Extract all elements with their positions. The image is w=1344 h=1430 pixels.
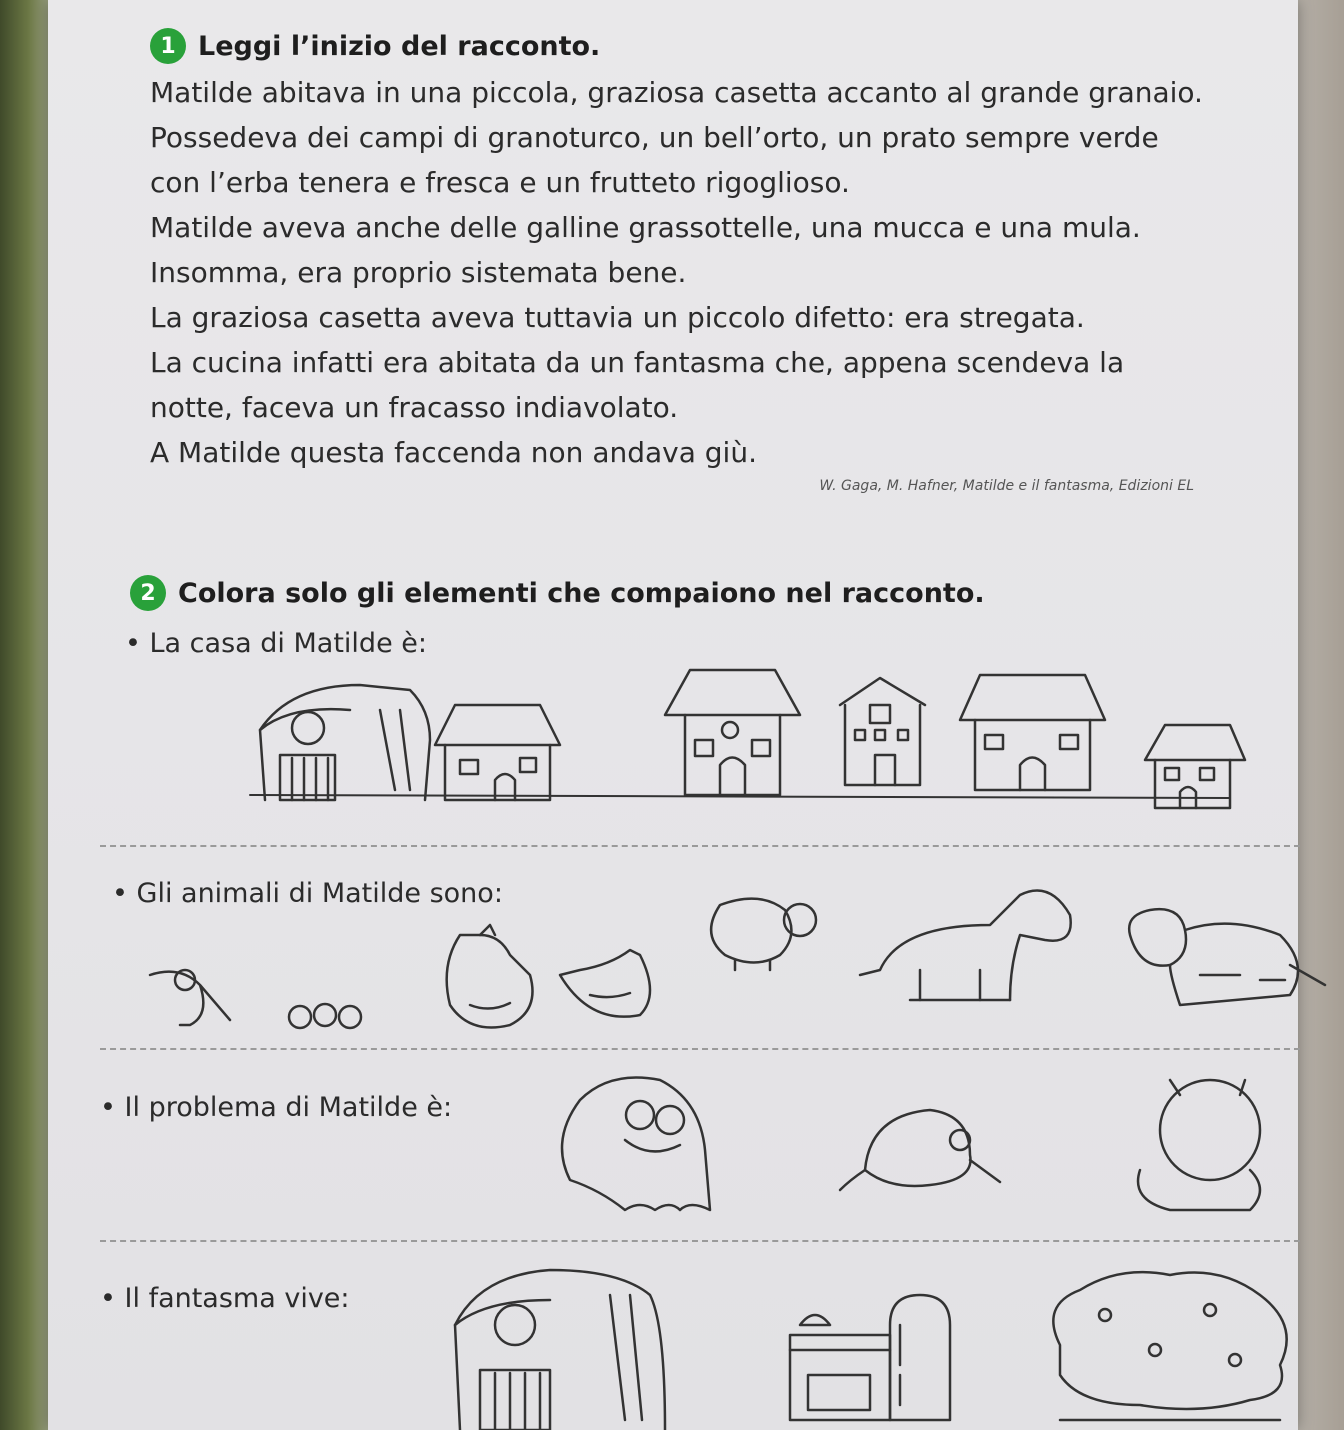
exercise-1-title: Leggi l’inizio del racconto.: [198, 30, 601, 62]
animals-illustration: [140, 875, 1330, 1045]
question-animals-text: Gli animali di Matilde sono:: [136, 878, 503, 909]
story-line: notte, faceva un fracasso indiavolato.: [150, 391, 679, 424]
story-line: Matilde abitava in una piccola, graziosa casetta accanto al grande granaio.: [150, 76, 1203, 109]
story-line: Matilde aveva anche delle galline grassottelle, una mucca e una mula.: [150, 211, 1141, 244]
ghost-drawing[interactable]: [562, 1078, 710, 1211]
section-divider: [100, 1048, 1300, 1050]
exercise-2-title: Colora solo gli elementi che compaiono nel racconto.: [178, 577, 985, 609]
sheep-drawing[interactable]: [711, 899, 816, 970]
kitchen-drawing[interactable]: [790, 1295, 950, 1420]
exercise-1-header: [150, 28, 600, 64]
story-line: Possedeva dei campi di granoturco, un bell’orto, un prato sempre verde: [150, 121, 1159, 154]
story-text: [150, 70, 1260, 475]
mouse-drawing[interactable]: [840, 1110, 1000, 1190]
house-drawing-1[interactable]: [435, 705, 560, 800]
houses-illustration: [230, 650, 1250, 830]
dog-drawing[interactable]: [150, 970, 230, 1025]
hen-drawing-1[interactable]: [447, 925, 533, 1028]
exercise-2-number-badge: 2: [130, 575, 166, 611]
source-credit: W. Gaga, M. Hafner, Matilde e il fantasma, Edizioni EL: [819, 478, 1194, 494]
question-animals: • Gli animali di Matilde sono:: [112, 878, 503, 909]
section-divider: [100, 845, 1300, 847]
house-drawing-2[interactable]: [665, 670, 800, 795]
house-drawing-4[interactable]: [960, 675, 1105, 790]
places-illustration: [420, 1255, 1300, 1430]
problems-illustration: [530, 1060, 1290, 1230]
question-problem: • Il problema di Matilde è:: [100, 1092, 453, 1123]
story-line: A Matilde questa faccenda non andava giù.: [150, 436, 757, 469]
house-drawing-5[interactable]: [1145, 725, 1245, 808]
exercise-2-header: [130, 575, 985, 611]
question-ghost-home: • Il fantasma vive:: [100, 1283, 350, 1314]
story-line: Insomma, era proprio sistemata bene.: [150, 256, 687, 289]
section-divider: [100, 1240, 1300, 1242]
hen-drawing-2[interactable]: [560, 950, 650, 1017]
house-drawing-3[interactable]: [840, 678, 925, 785]
story-line: La cucina infatti era abitata da un fantasma che, appena scendeva la: [150, 346, 1125, 379]
question-house: • La casa di Matilde è:: [125, 628, 427, 659]
mule-drawing[interactable]: [860, 891, 1071, 1001]
story-line: La graziosa casetta aveva tuttavia un piccolo difetto: era stregata.: [150, 301, 1085, 334]
monster-drawing[interactable]: [1138, 1080, 1260, 1210]
cow-drawing[interactable]: [1129, 909, 1325, 1005]
chicks-drawing[interactable]: [289, 1004, 361, 1028]
exercise-1-number-badge: 1: [150, 28, 186, 64]
barn-drawing-1[interactable]: [260, 685, 430, 800]
story-line: con l’erba tenera e fresca e un frutteto rigoglioso.: [150, 166, 850, 199]
fruit-tree-drawing[interactable]: [1053, 1272, 1286, 1420]
question-ghost-home-text: Il fantasma vive:: [124, 1283, 350, 1314]
barn-drawing-2[interactable]: [455, 1270, 665, 1430]
question-problem-text: Il problema di Matilde è:: [124, 1092, 453, 1123]
question-house-text: La casa di Matilde è:: [149, 628, 427, 659]
